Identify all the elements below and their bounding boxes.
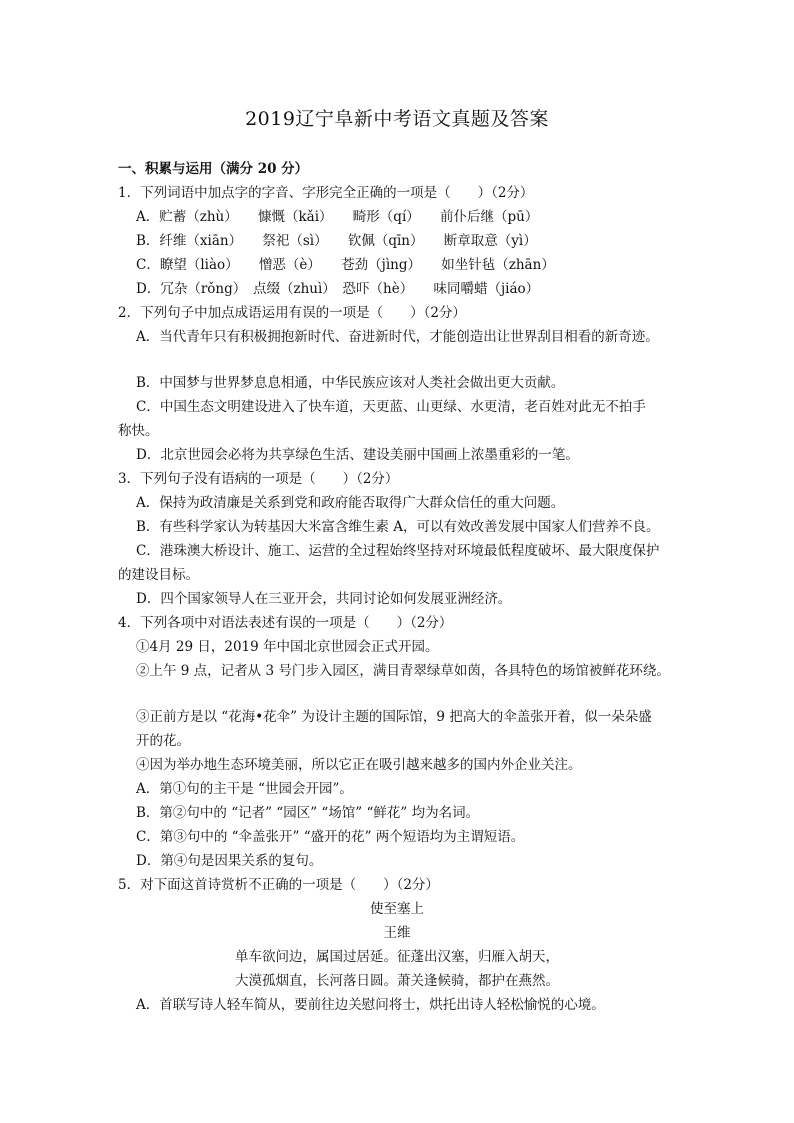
question-3-option-b: B．有些科学家认为转基因大米富含维生素 A，可以有效改善发展中国家人们营养不良。	[136, 519, 660, 535]
question-4-option-a: A．第①句的主干是 “世园会开园”。	[136, 781, 353, 797]
question-4-stem: 4．下列各项中对语法表述有误的一项是（ ）（2分）	[118, 615, 453, 631]
question-2-option-d: D．北京世园会必将为共享绿色生活、建设美丽中国画上浓墨重彩的一笔。	[136, 447, 579, 463]
question-4-option-b: B．第②句中的 “记者” “园区” “场馆” “鲜花” 均为名词。	[136, 805, 480, 821]
question-2-stem: 2．下列句子中加点成语运用有误的一项是（ ）（2分）	[118, 305, 466, 321]
section-heading: 一、积累与运用（满分 20 分）	[118, 161, 309, 177]
question-1-option-b: B．纤维（xiān） 祭祀（sì） 钦佩（qīn） 断章取意（yì）	[136, 233, 537, 249]
question-4-sentence-3-cont: 开的花。	[136, 733, 190, 749]
question-4-option-d: D．第④句是因果关系的复句。	[136, 853, 323, 869]
question-2-option-c-cont: 称快。	[118, 423, 159, 439]
poem-line-1: 单车欲问边，属国过居延。征蓬出汉塞，归雁入胡天，	[235, 949, 559, 965]
question-4-sentence-2: ②上午 9 点，记者从 3 号门步入园区，满目青翠绿草如茵，各具特色的场馆被鲜花环绕。	[136, 663, 670, 679]
question-4-sentence-4: ④因为举办地生态环境美丽，所以它正在吸引越来越多的国内外企业关注。	[136, 757, 582, 773]
question-3-option-c-cont: 的建设目标。	[118, 567, 199, 583]
poem-line-2: 大漠孤烟直，长河落日圆。萧关逢候骑，都护在燕然。	[235, 973, 559, 989]
question-1-stem: 1．下列词语中加点字的字音、字形完全正确的一项是（ ）（2分）	[118, 185, 534, 201]
poem-title: 使至塞上	[370, 901, 424, 917]
question-2-option-b: B．中国梦与世界梦息息相通，中华民族应该对人类社会做出更大贡献。	[136, 375, 565, 391]
question-5-stem: 5．对下面这首诗赏析不正确的一项是（ ）（2分）	[118, 877, 439, 893]
question-1-option-d: D．冗杂（rǒng） 点缀（zhuì） 恐吓（hè） 味同嚼蜡（jiáo）	[136, 281, 540, 297]
question-3-option-a: A．保持为政清廉是关系到党和政府能否取得广大群众信任的重大问题。	[136, 495, 565, 511]
question-4-sentence-3: ③正前方是以 “花海•花伞” 为设计主题的国际馆，9 把高大的伞盖张开着，似一朵朵盛	[136, 709, 652, 725]
question-3-option-d: D．四个国家领导人在三亚开会，共同讨论如何发展亚洲经济。	[136, 591, 512, 607]
question-5-option-a: A．首联写诗人轻车简从，要前往边关慰问将士，烘托出诗人轻松愉悦的心境。	[136, 997, 605, 1013]
question-4-option-c: C．第③句中的 “伞盖张开” “盛开的花” 两个短语均为主谓短语。	[136, 829, 525, 845]
question-1-option-c: C．瞭望（liào） 憎恶（è） 苍劲（jìng） 如坐针毡（zhān）	[136, 257, 555, 273]
question-2-option-a: A．当代青年只有积极拥抱新时代、奋进新时代，才能创造出让世界刮目相看的新奇迹。	[136, 329, 659, 345]
poem-author: 王维	[383, 925, 411, 941]
question-4-sentence-1: ①4月 29 日，2019 年中国北京世园会正式开园。	[136, 639, 439, 655]
question-2-option-c: C．中国生态文明建设进入了快车道，天更蓝、山更绿、水更清，老百姓对此无不拍手	[136, 399, 646, 415]
question-3-stem: 3．下列句子没有语病的一项是（ ）（2分）	[118, 471, 399, 487]
page-title: 2019辽宁阜新中考语文真题及答案	[245, 108, 549, 130]
question-3-option-c: C．港珠澳大桥设计、施工、运营的全过程始终坚持对环境最低程度破坏、最大限度保护	[136, 543, 660, 559]
question-1-option-a: A．贮蓄（zhù） 慷慨（kǎi） 畸形（qí） 前仆后继（pū）	[136, 209, 539, 225]
